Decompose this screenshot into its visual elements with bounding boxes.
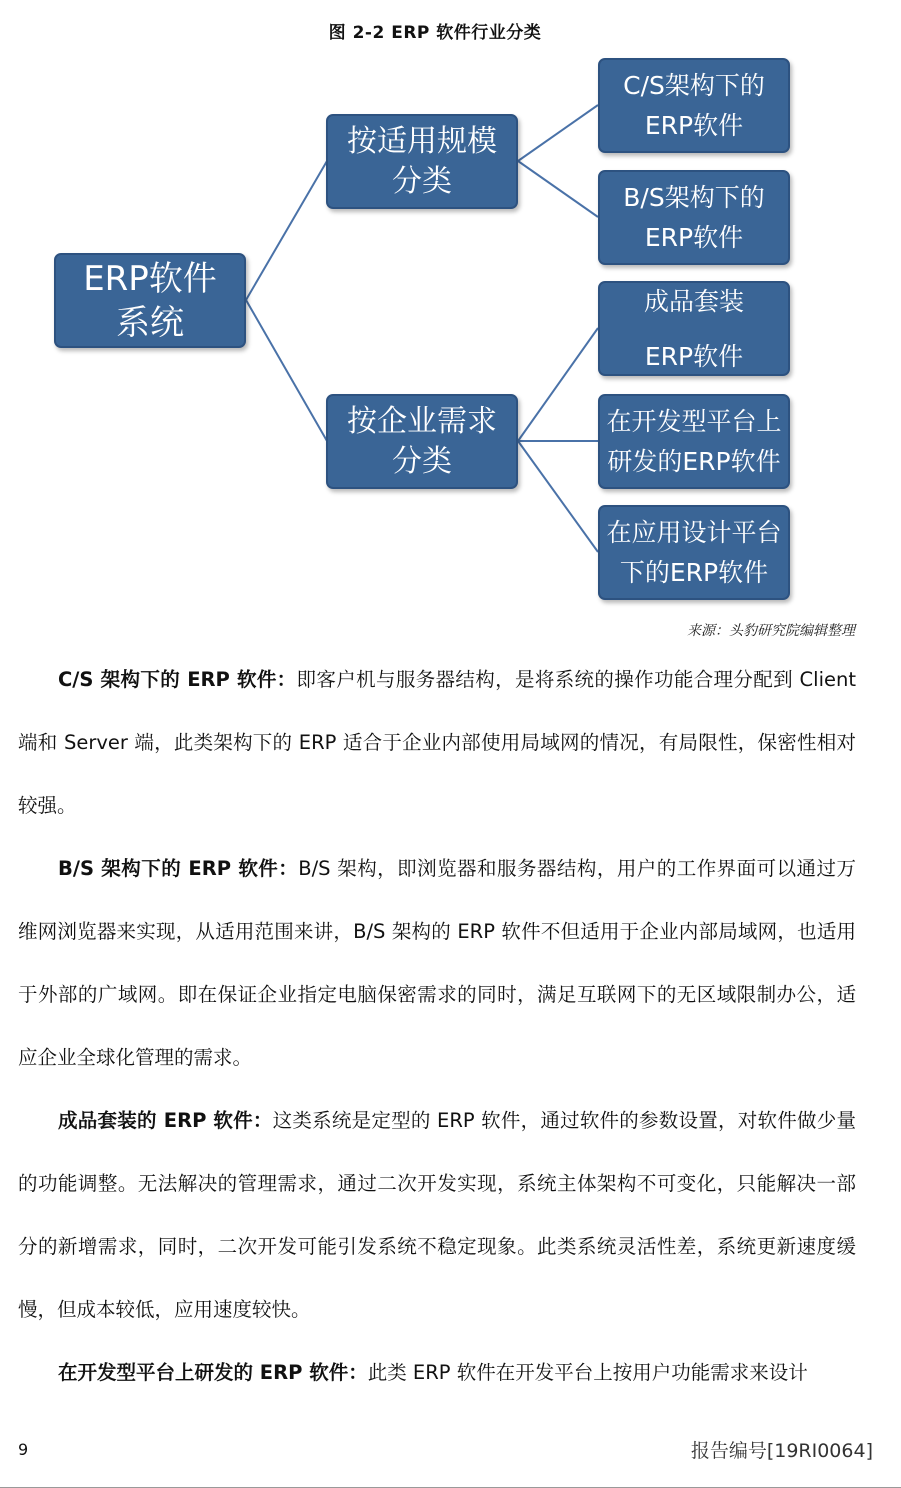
paragraph-packaged-heading: 成品套装的 ERP 软件： xyxy=(58,1109,273,1132)
node-root-line1: ERP软件 xyxy=(83,258,217,299)
paragraph-packaged xyxy=(18,1089,856,1341)
node-cs-erp-line2: ERP软件 xyxy=(644,110,744,140)
figure-title: 图 2-2 ERP 软件行业分类 xyxy=(328,23,542,43)
connector-top-leaf2 xyxy=(518,161,598,217)
node-dev-platform-erp-line2: 研发的ERP软件 xyxy=(607,446,781,476)
node-bs-erp-line1: B/S架构下的 xyxy=(623,182,765,212)
node-by-scale-line1: 按适用规模 xyxy=(347,123,497,159)
page-number: 9 xyxy=(18,1440,29,1459)
node-cs-erp xyxy=(598,58,790,153)
node-by-scale-line2: 分类 xyxy=(392,163,452,199)
connector-root-bottom xyxy=(246,300,327,441)
figure-source: 来源：头豹研究院编辑整理 xyxy=(687,623,855,639)
connector-root-top xyxy=(246,161,327,300)
paragraph-dev-platform-heading: 在开发型平台上研发的 ERP 软件： xyxy=(58,1361,368,1384)
node-app-platform-erp-line1: 在应用设计平台 xyxy=(606,517,782,547)
node-bs-erp-line2: ERP软件 xyxy=(644,222,744,252)
connector-bottom-leaf1 xyxy=(518,328,598,441)
node-root-line2: 系统 xyxy=(115,302,184,343)
connector-top-leaf1 xyxy=(518,105,598,161)
node-app-platform-erp-line2: 下的ERP软件 xyxy=(619,557,769,587)
node-packaged-erp-line2: ERP软件 xyxy=(644,341,744,371)
node-by-demand-line2: 分类 xyxy=(392,443,452,479)
paragraph-packaged-text: 这类系统是定型的 ERP 软件，通过软件的参数设置，对软件做少量的功能调整。无法解决的管理需求，通过二次开发实现，系统主体架构不可变化，只能解决一部分的新增需求，同时，二次开发可能引发系统不稳定现象。此类系统灵活性差，系统更新速度缓慢，但成本较低，应用速度较快。 xyxy=(18,1109,856,1321)
paragraph-cs-heading: C/S 架构下的 ERP 软件： xyxy=(58,668,297,691)
node-bs-erp xyxy=(598,170,790,265)
node-by-scale xyxy=(326,114,518,209)
node-by-demand xyxy=(326,394,518,489)
paragraph-bs-text: B/S 架构，即浏览器和服务器结构，用户的工作界面可以通过万维网浏览器来实现，从适用范围来讲，B/S 架构的 ERP 软件不但适用于企业内部局域网，也适用于外部的广域网。即在保证企业指定电脑保密需求的同时，满足互联网下的无区域限制办公，适应企业全球化管理的需求。 xyxy=(18,857,856,1069)
paragraph-bs xyxy=(18,837,856,1089)
node-cs-erp-line1: C/S架构下的 xyxy=(623,70,765,100)
node-dev-platform-erp xyxy=(598,394,790,489)
paragraph-cs-text: 即客户机与服务器结构，是将系统的操作功能合理分配到 Client 端和 Server 端，此类架构下的 ERP 适合于企业内部使用局域网的情况，有局限性，保密性相对较强。 xyxy=(18,668,856,817)
node-dev-platform-erp-line1: 在开发型平台上 xyxy=(606,406,782,436)
body-text xyxy=(18,648,856,1404)
node-root xyxy=(54,253,246,348)
node-app-platform-erp xyxy=(598,505,790,600)
connector-bottom-leaf3 xyxy=(518,441,598,552)
paragraph-dev-platform xyxy=(18,1341,856,1404)
paragraph-cs xyxy=(18,648,856,837)
paragraph-bs-heading: B/S 架构下的 ERP 软件： xyxy=(58,857,299,880)
node-packaged-erp-line1: 成品套装 xyxy=(643,286,744,316)
report-number: 报告编号[19RI0064] xyxy=(690,1440,873,1462)
paragraph-dev-platform-text: 此类 ERP 软件在开发平台上按用户功能需求来设计 xyxy=(367,1361,808,1384)
node-packaged-erp xyxy=(598,281,790,376)
node-by-demand-line1: 按企业需求 xyxy=(347,403,497,439)
